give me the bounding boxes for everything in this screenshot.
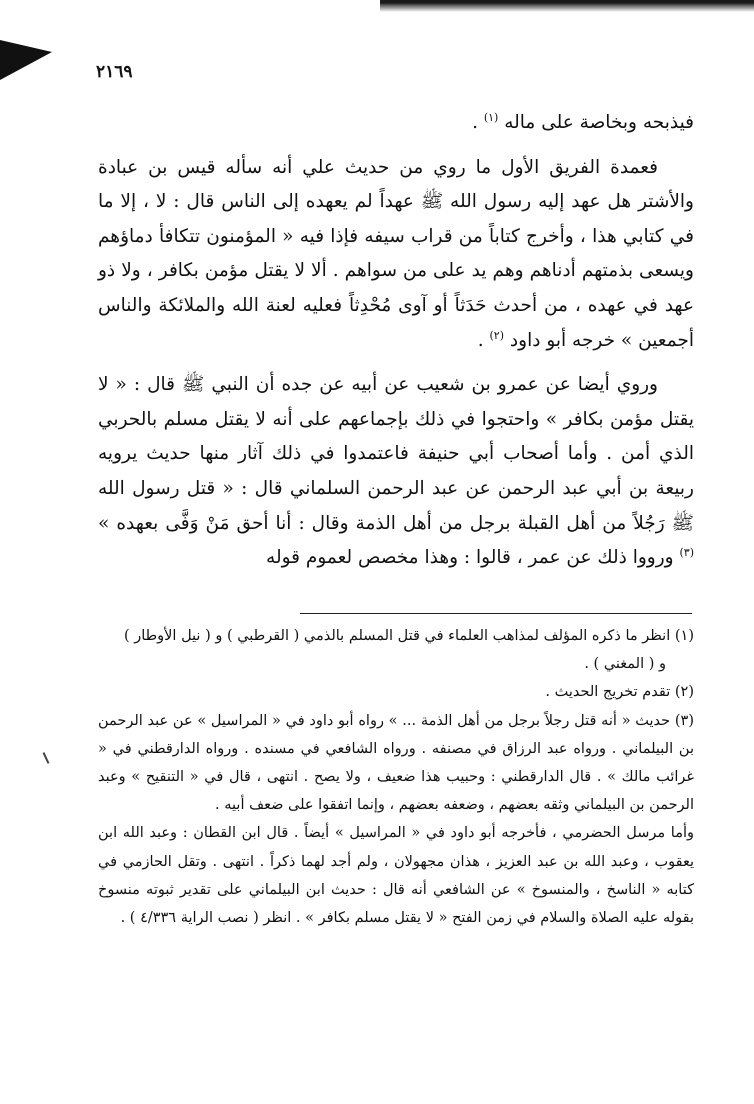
footnote-ref-3[interactable]: (٣): [679, 545, 694, 559]
paragraph-1-text: فيذبحه وبخاصة على ماله: [504, 112, 694, 133]
main-text: [98, 106, 694, 576]
paragraph-2: [98, 151, 694, 359]
page-number: ٢١٦٩: [96, 62, 133, 82]
paragraph-3: [98, 368, 694, 576]
footnotes: [98, 622, 694, 932]
footnote-1-line-2: و ( المغني ) .: [584, 656, 666, 673]
footnote-separator: [300, 613, 692, 614]
paragraph-1: [98, 106, 694, 141]
margin-pen-mark: [43, 752, 50, 764]
paragraph-1-end: .: [472, 112, 484, 133]
footnote-2: (٢) تقدم تخريج الحديث .: [545, 684, 694, 701]
scan-shadow-left: [0, 40, 52, 80]
paragraph-2-text: فعمدة الفريق الأول ما روي من حديث علي أنه سأله قيس بن عبادة والأشتر هل عهد إليه رسول الله ﷺ عهداً لم يعهده إلى الناس قال : لا ، إلا ما في كتابي هذا ، وأخرج كتاباً من قراب سيفه فإذا فيه « المؤمنون تتكافأ دماؤهم ويسعى بذمتهم أدناهم وهم يد على من سواهم . ألا لا يقتل مؤمن بكافر ، ولا ذو عهد في عهده ، من أحدث حَدَثاً أو آوى مُحْدِثاً فعليه لعنة الله والملائكة والناس أجمعين » خرجه أبو داود: [98, 156, 694, 351]
paragraph-3-text: وروي أيضا عن عمرو بن شعيب عن أبيه عن جده أن النبي ﷺ قال : « لا يقتل مؤمن بكافر » واحتجوا في ذلك بإجماعهم على أنه لا يقتل مسلم بالحربي الذي أمن . وأما أصحاب أبي حنيفة فاعتمدوا في ذلك آثار منها حديث يرويه ربيعة بن أبي عبد الرحمن عن عبد الرحمن السلماني قال : « قتل رسول الله ﷺ رَجُلاً من أهل القبلة برجل من أهل الذمة وقال : أنا أحق مَنْ وَفَّى بعهده »: [98, 374, 694, 534]
footnote-3-part-1: (٣) حديث « أنه قتل رجلاً برجل من أهل الذمة ... » رواه أبو داود في « المراسيل » عن عبد الرحمن بن البيلماني . ورواه عبد الرزاق في مصنفه . ورواه الشافعي في مسنده . ورواه الدارقطني في « غرائب مالك » . قال الدارقطني : وحبيب هذا ضعيف ، ولا يصح . انتهى ، قال في « التنقيح » وعبد الرحمن بن البيلماني وثقه بعضهم ، وضعفه بعضهم ، وإنما اتفقوا على ضعف أبيه .: [98, 712, 694, 814]
paragraph-3-continuation: ورووا ذلك عن عمر ، قالوا : وهذا مخصص لعموم قوله: [266, 547, 680, 569]
footnote-ref-2[interactable]: (٢): [489, 328, 504, 342]
scan-shadow-top: [380, 0, 754, 12]
footnote-1-line-1: (١) انظر ما ذكره المؤلف لمذاهب العلماء في قتل المسلم بالذمي ( القرطبي ) و ( نيل الأوطار ): [123, 628, 694, 644]
footnote-3-part-2: وأما مرسل الحضرمي ، فأخرجه أبو داود في « المراسيل » أيضاً . قال ابن القطان : وعبد الله ابن يعقوب ، وعبد الله بن عبد العزيز ، هذان مجهولان ، ولم أجد لهما ذكراً . انتهى . وتقل الحازمي في كتابه « الناسخ ، والمنسوخ » عن الشافعي أنه قال : حديث ابن البيلماني على تقدير ثبوته منسوخ بقوله عليه الصلاة والسلام في زمن الفتح « لا يقتل مسلم بكافر » . انظر ( نصب الراية ٤/٣٣٦ ) .: [98, 825, 694, 927]
footnote-ref-1[interactable]: (١): [483, 110, 499, 124]
paragraph-2-end: .: [477, 329, 490, 351]
